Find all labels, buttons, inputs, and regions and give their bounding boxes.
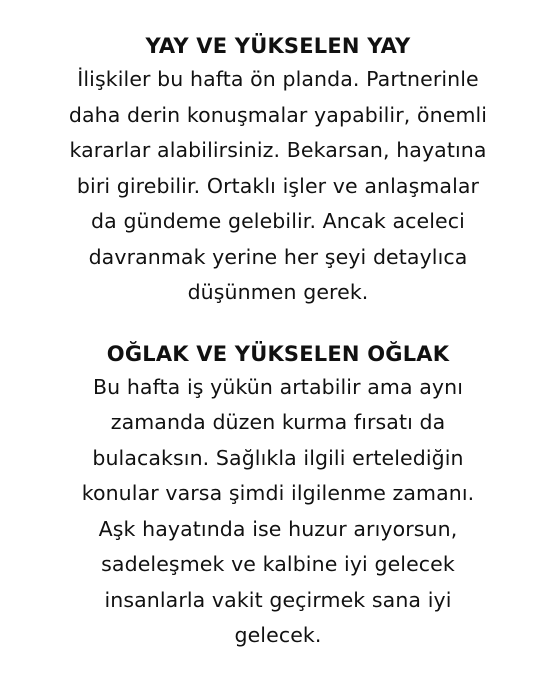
body-line: İlişkiler bu hafta ön planda. Partnerinle [77, 67, 479, 91]
body-line: düşünmen gerek. [187, 280, 369, 304]
body-line: biri girebilir. Ortaklı işler ve anlaşmalar [76, 173, 480, 198]
body-line: davranmak yerine her şeyi detaylıca [88, 244, 468, 269]
body-line: Aşk hayatında ise huzur arıyorsun, [98, 516, 458, 541]
section-yay [6, 30, 550, 311]
section-title: YAY VE YÜKSELEN YAY [145, 34, 411, 58]
section-title: OĞLAK VE YÜKSELEN OĞLAK [106, 341, 450, 366]
body-line: konular varsa şimdi ilgilenme zamanı. [81, 481, 475, 505]
section-body [6, 62, 550, 311]
body-line: insanlarla vakit geçirmek sana iyi [104, 587, 452, 612]
body-line: sadeleşmek ve kalbine iyi gelecek [101, 552, 455, 576]
body-line: daha derin konuşmalar yapabilir, önemli [68, 102, 488, 127]
body-line: zamanda düzen kurma fırsatı da [110, 410, 446, 434]
body-line: Bu hafta iş yükün artabilir ama aynı [92, 374, 464, 399]
body-line: da gündeme gelebilir. Ancak aceleci [91, 209, 465, 233]
body-line: gelecek. [234, 623, 322, 647]
body-line: kararlar alabilirsiniz. Bekarsan, hayatına [69, 138, 487, 162]
section-body [6, 370, 550, 654]
body-line: bulacaksın. Sağlıkla ilgili ertelediğin [92, 445, 464, 470]
section-oglak [6, 338, 550, 654]
